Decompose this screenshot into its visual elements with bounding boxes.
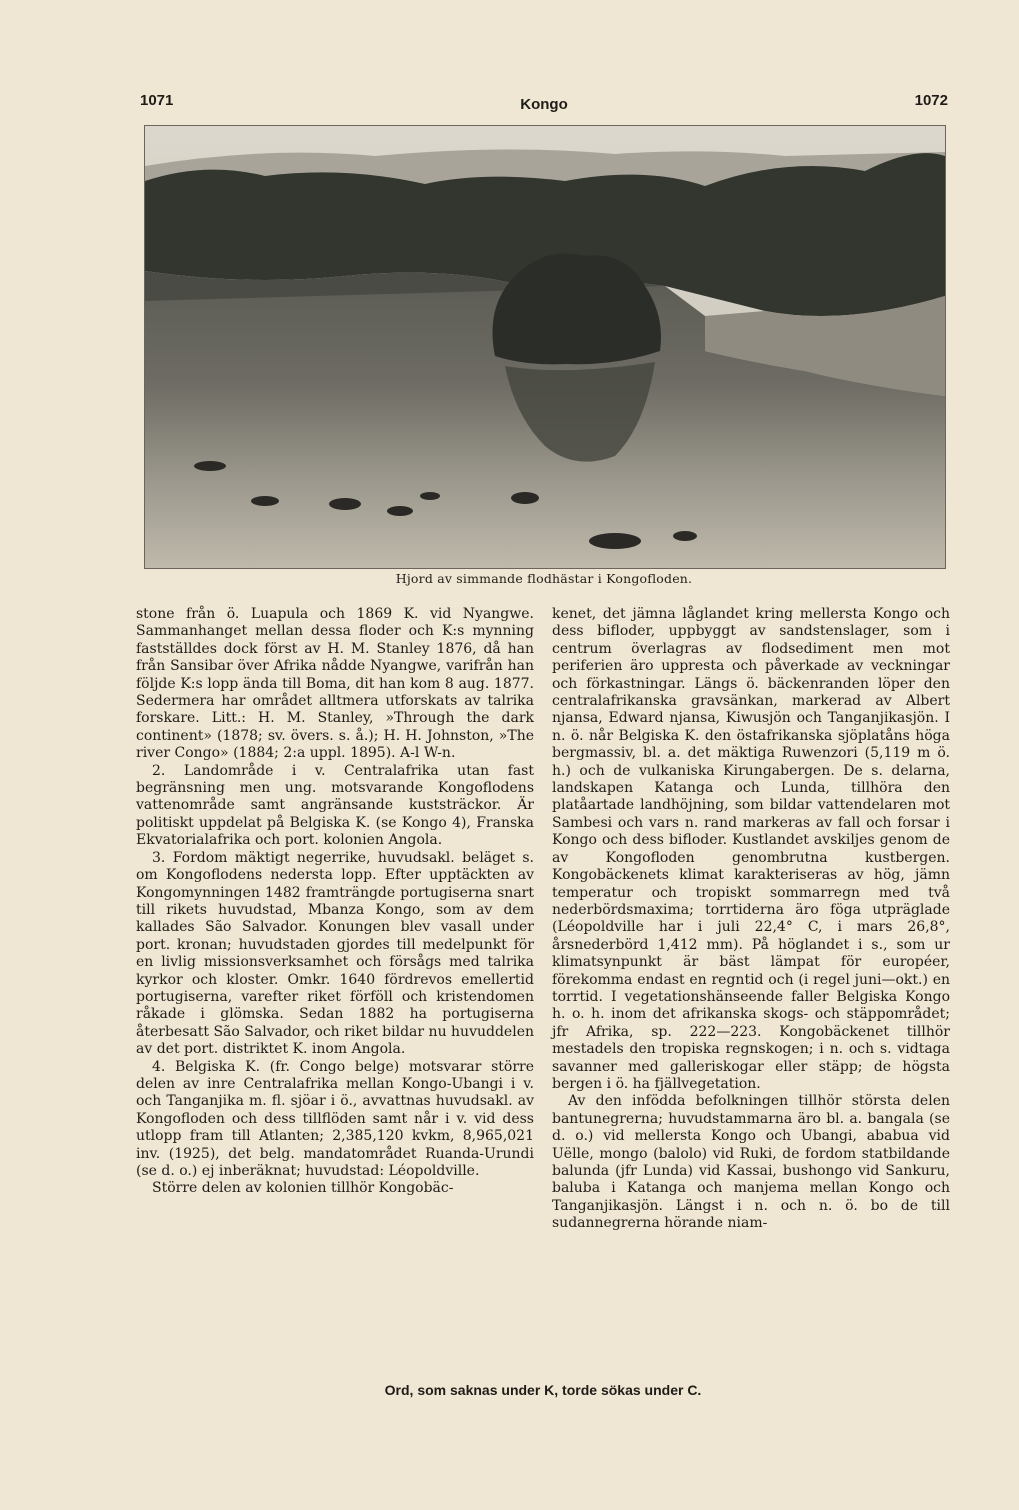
- paragraph: Större delen av kolonien tillhör Kongobäc-: [152, 1180, 454, 1197]
- right-column: [552, 606, 950, 1233]
- page-header: [140, 92, 948, 114]
- left-column: [136, 606, 534, 1198]
- right-page-number: 1072: [914, 92, 948, 109]
- left-page-number: 1071: [140, 92, 174, 109]
- photo-illustration: [145, 126, 945, 568]
- paragraph-negerrike: 3. Fordom mäktigt negerrike, huvudsakl. beläget s. om Kongoflodens nedersta lopp. Efter upptäckten av Kongomynningen 1482 framträngde portugiserna snart till rikets huvudstad, Mbanza Kongo, som av dem kallades São Salvador. Konungen blev vasall under port. kronan; huvudstaden gjordes till medelpunkt för en livlig missionsverksamhet och försågs med talrika kyrkor och kloster. Omkr. 1640 fördrevos emellertid portugiserna, varefter riket förföll och kristendomen råkade i glömska. Sedan 1882 ha portugiserna återbesatt São Salvador, och riket bildar nu huvuddelen av det port. distriktet K. inom Angola.: [136, 849, 534, 1058]
- paragraph-population: Av den infödda befolkningen tillhör största delen bantunegrerna; huvudstammarna äro bl. a. bangala (se d. o.) vid mellersta Kongo och Ubangi, ababua vid Uëlle, mongo (balolo) vid Ruki, de fordom statbildande balunda (jfr Lunda) vid Kassai, bushongo vid Sankuru, baluba i Katanga och manjema mellan Kongo och Tanganjikasjön. Längst i n. och n. ö. bo de till sudannegrerna hörande niam-: [552, 1093, 950, 1232]
- hippo-river-photograph: [144, 125, 946, 569]
- figure-caption: Hjord av simmande flodhästar i Kongofloden.: [395, 571, 693, 586]
- paragraph-geography: kenet, det jämna låglandet kring mellersta Kongo och dess bifloder, uppbyggt av sandstenslager, som i centrum överlagras av flodsediment men mot periferien äro uppresta och påverkade av veckningar och förkastningar. Längs ö. bäckenranden löper den centralafrikanska gravsänkan, markerad av Albert njansa, Edward njansa, Kiwusjön och Tanganjikasjön. I n. ö. når Belgiska K. den östafrikanska sjöplatåns höga bergmassiv, bl. a. det mäktiga Ruwenzori (5,119 m ö. h.) och de vulkaniska Kirungabergen. De s. delarna, landskapen Katanga och Lunda, tillhöra den platåartade landhöjning, som bildar vattendelaren mot Sambesi och vars n. rand markeras av fall och forsar i Kongo och dess bifloder. Kustlandet avskiljes genom de av Kongofloden genombrutna kustbergen. Kongobäckenets klimat karakteriseras av hög, jämn temperatur och tropiskt sommarregn med två nederbördsmaxima; torrtiderna äro föga utpräglade (Léopoldville har i juli 22,4° C, i mars 26,8°, årsnederbörd 1,412 mm). På höglandet i s., som ur klimatsynpunkt är bäst lämpat för européer, förekomma endast en regntid och (i regel juni—okt.) en torrtid. I vegetationshänseende faller Belgiska Kongo h. o. h. inom det afrikanska skogs- och stäppområdet; jfr Afrika, sp. 222—223. Kongobäckenet tillhör mestadels den tropiska regnskogen; i n. och s. vidtaga savanner med galleriskogar eller stäpp; de högsta bergen i ö. ha fjällvegetation.: [552, 606, 950, 1092]
- paragraph-belgiska-kongo: 4. Belgiska K. (fr. Congo belge) motsvarar större delen av inre Centralafrika mellan Kongo-Ubangi i v. och Tanganjika m. fl. sjöar i ö., avvattnas huvudsakl. av Kongofloden och dess tillflöden samt når i v. vid dess utlopp fram till Atlanten; 2,385,120 kvkm, 8,965,021 inv. (1925), det belg. mandatområdet Ruanda-Urundi (se d. o.) ej inberäknat; huvudstad: Léopoldville.: [136, 1058, 534, 1179]
- footer-note: Ord, som saknas under K, torde sökas under C.: [384, 1382, 702, 1398]
- paragraph-landomrade: 2. Landområde i v. Centralafrika utan fast begränsning men ung. motsvarande Kongoflodens vattenområde samt angränsande kuststräckor. Är politiskt uppdelat på Belgiska K. (se Kongo 4), Franska Ekvatorialafrika och port. kolonien Angola.: [136, 762, 534, 849]
- running-head-title: Kongo: [520, 96, 568, 113]
- paragraph: stone från ö. Luapula och 1869 K. vid Nyangwe. Sammanhanget mellan dessa floder och K:s mynning fastställdes dock först av H. M. Stanley 1876, då han från Sansibar över Afrika nådde Nyangwe, varifrån han följde K:s lopp ända till Boma, dit han kom 8 aug. 1877. Sedermera har området alltmera utforskats av talrika forskare. Litt.: H. M. Stanley, »Through the dark continent» (1878; sv. övers. s. å.); H. H. Johnston, »The river Congo» (1884; 2:a uppl. 1895). A-l W-n.: [136, 606, 534, 762]
